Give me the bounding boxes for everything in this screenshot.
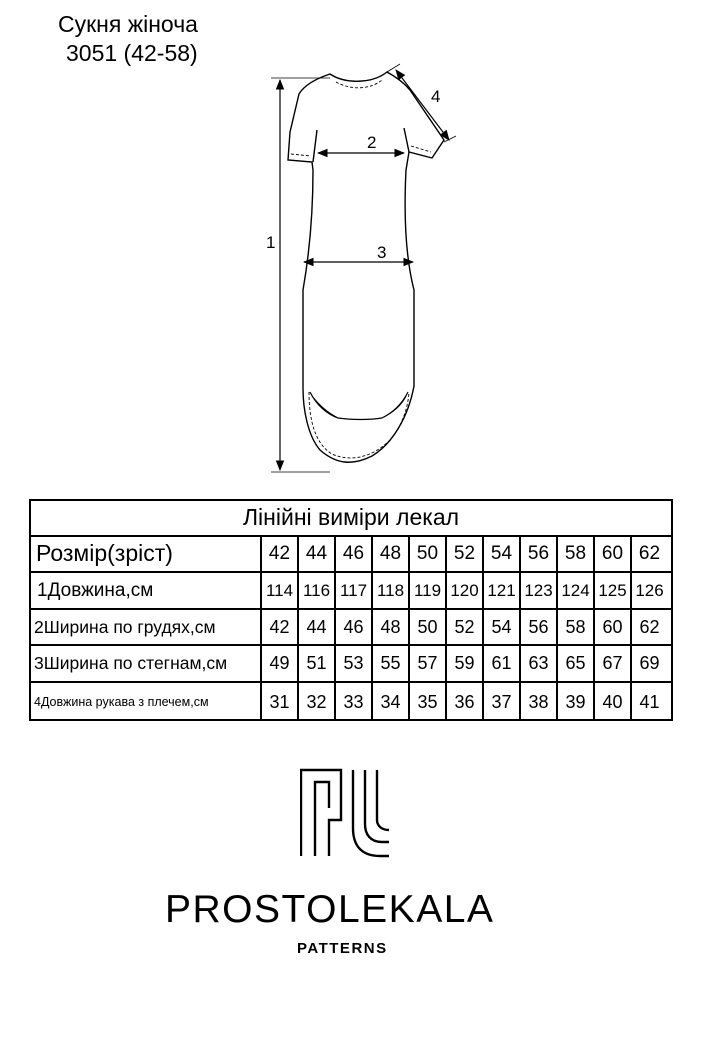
table-cell: 42 [260,536,297,571]
table-cell: 56 [519,536,556,571]
table-cell: 63 [519,646,556,681]
table-cell: 120 [445,573,482,608]
hem-slits [310,392,408,420]
table-row [31,536,671,573]
table-cell: 42 [260,610,297,644]
table-cell: 59 [445,646,482,681]
dimension-label-hips: 3 [377,243,387,262]
table-cell: 55 [371,646,408,681]
table-cell: 118 [371,573,408,608]
table-cell: 39 [556,683,593,721]
table-row [31,573,671,610]
dress-technical-sketch [0,0,703,490]
row-label: 1Довжина,см [37,579,154,601]
table-row [31,610,671,646]
table-cell: 60 [593,536,630,571]
brand-name: PROSTOLEKALA [165,888,495,931]
table-cell: 60 [593,610,630,644]
table-cell: 53 [334,646,371,681]
product-title-line2: 3051 (42-58) [66,40,198,66]
table-cell: 40 [593,683,630,721]
table-cell: 46 [334,536,371,571]
table-row [31,683,671,721]
row-label: Розмір(зріст) [36,540,173,566]
table-cell: 57 [408,646,445,681]
table-cell: 125 [593,573,630,608]
table-cell: 50 [408,610,445,644]
table-cell: 44 [297,536,334,571]
table-cell: 52 [445,610,482,644]
table-cell: 37 [482,683,519,721]
table-cell: 44 [297,610,334,644]
table-cell: 126 [630,573,667,608]
row-label: 2Ширина по грудях,см [34,616,216,637]
table-cell: 117 [334,573,371,608]
table-cell: 61 [482,646,519,681]
table-cell: 50 [408,536,445,571]
table-cell: 34 [371,683,408,721]
table-cell: 38 [519,683,556,721]
table-cell: 116 [297,573,334,608]
table-cell: 67 [593,646,630,681]
table-cell: 62 [630,610,667,644]
dress-outline [288,72,444,462]
size-measurements-table [29,499,673,721]
table-cell: 32 [297,683,334,721]
table-cell: 35 [408,683,445,721]
table-cell: 124 [556,573,593,608]
row-label: 3Ширина по стегнам,см [34,653,228,673]
table-cell: 51 [297,646,334,681]
row-label: 4Довжина рукава з плечем,см [34,695,209,709]
table-cell: 119 [408,573,445,608]
table-cell: 123 [519,573,556,608]
table-cell: 46 [334,610,371,644]
table-cell: 65 [556,646,593,681]
dimension-label-length: 1 [266,233,276,252]
table-row [31,646,671,683]
pl-monogram-icon [300,768,390,858]
table-cell: 121 [482,573,519,608]
table-cell: 48 [371,610,408,644]
table-cell: 69 [630,646,667,681]
table-cell: 62 [630,536,667,571]
table-cell: 54 [482,610,519,644]
table-cell: 114 [260,573,297,608]
product-title-line1: Сукня жіноча [58,11,198,37]
dimension-label-chest: 2 [367,133,377,152]
table-cell: 58 [556,610,593,644]
table-cell: 31 [260,683,297,721]
table-cell: 41 [630,683,667,721]
table-cell: 58 [556,536,593,571]
table-cell: 52 [445,536,482,571]
table-cell: 54 [482,536,519,571]
table-cell: 56 [519,610,556,644]
table-heading: Лінійні виміри лекал [31,501,671,537]
table-cell: 36 [445,683,482,721]
table-cell: 33 [334,683,371,721]
table-cell: 48 [371,536,408,571]
dimension-label-sleeve: 4 [431,87,441,106]
table-cell: 49 [260,646,297,681]
brand-tagline: PATTERNS [297,940,388,957]
